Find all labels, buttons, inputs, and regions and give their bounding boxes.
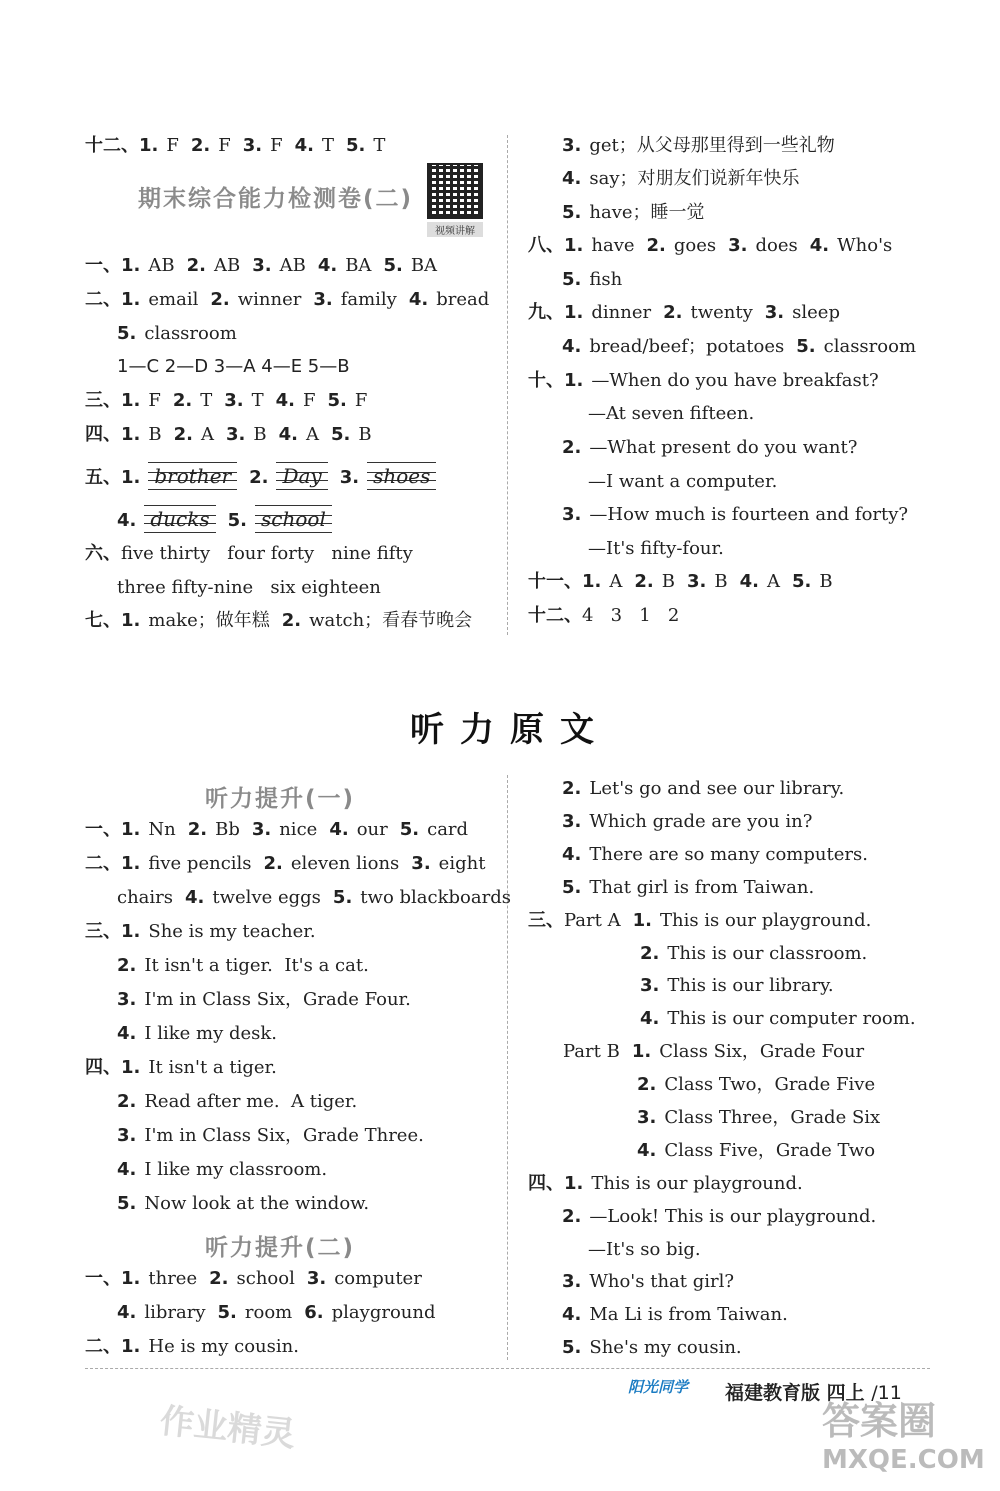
answer-row-10-f: —It's fifty-four.	[588, 538, 724, 559]
answer-row-9-cont: 4. bread/beef；potatoes 5. classroom	[562, 336, 917, 357]
listening2-row-4-2: 2. —Look! This is our playground.	[562, 1206, 877, 1227]
answer-row-10-b: —At seven fifteen.	[588, 403, 755, 424]
answer-row-7-4: 4. say；对朋友们说新年快乐	[562, 168, 800, 189]
watermark-bottom-left: 作业精灵	[157, 1400, 298, 1455]
page-title: 听力原文	[410, 710, 610, 750]
listening-row-1: 一、1. Nn 2. Bb 3. nice 4. our 5. card	[85, 819, 469, 840]
answer-row-5: 五、1. brother 2. Day 3. shoes	[85, 462, 448, 490]
footer-divider	[85, 1368, 930, 1369]
listening2-row-2: 二、1. He is my cousin.	[85, 1336, 299, 1357]
listening-row-3-2: 2. It isn't a tiger. It's a cat.	[117, 955, 369, 976]
listening2-row-2-3: 3. Which grade are you in?	[562, 811, 813, 832]
brand-logo: 阳光同学	[628, 1378, 689, 1396]
column-divider-bottom	[507, 775, 508, 1360]
answer-row-4: 四、1. B 2. A 3. B 4. A 5. B	[85, 424, 372, 445]
listening-row-4: 四、1. It isn't a tiger.	[85, 1057, 277, 1078]
answer-row-8-cont: 5. fish	[562, 269, 623, 290]
answer-row-6: 六、five thirty four forty nine fifty	[85, 543, 413, 564]
listening-row-3-3: 3. I'm in Class Six，Grade Four.	[117, 989, 411, 1010]
section-title: 听力提升(二)	[205, 1235, 356, 1261]
answer-row-7-5: 5. have；睡一觉	[562, 202, 705, 223]
listening-row-3-4: 4. I like my desk.	[117, 1023, 278, 1044]
answer-row-7-3: 3. get；从父母那里得到一些礼物	[562, 135, 835, 156]
answer-row-2-cont: 5. classroom	[117, 323, 237, 344]
listening2-row-3-partB-3: 3. Class Three，Grade Six	[637, 1107, 881, 1128]
listening2-row-3-partA-1: 三、Part A 1. This is our playground.	[528, 910, 872, 931]
listening-row-2-cont: chairs 4. twelve eggs 5. two blackboards	[117, 887, 511, 908]
listening2-row-2-4: 4. There are so many computers.	[562, 844, 868, 865]
answer-row-2-match: 1—C 2—D 3—A 4—E 5—B	[117, 356, 350, 377]
handwritten-word: brother	[148, 462, 237, 490]
answer-row-1: 一、1. AB 2. AB 3. AB 4. BA 5. BA	[85, 255, 438, 276]
listening2-row-3-partB-2: 2. Class Two，Grade Five	[637, 1074, 876, 1095]
listening-row-4-3: 3. I'm in Class Six，Grade Three.	[117, 1125, 424, 1146]
watermark-bottom-right: 答案圈	[822, 1399, 937, 1443]
handwritten-word: ducks	[144, 505, 215, 533]
listening-row-4-4: 4. I like my classroom.	[117, 1159, 328, 1180]
answer-row-6-cont: three fifty-nine six eighteen	[117, 577, 381, 598]
handwritten-word: shoes	[367, 462, 436, 490]
listening2-row-4-2b: —It's so big.	[588, 1239, 701, 1260]
handwritten-word: school	[255, 505, 332, 533]
listening2-row-3-partB-1: Part B 1. Class Six，Grade Four	[563, 1041, 865, 1062]
test-title: 期末综合能力检测卷(二)	[138, 186, 414, 212]
answer-row-3: 三、1. F 2. T 3. T 4. F 5. F	[85, 390, 368, 411]
qr-label: 视频讲解	[427, 222, 483, 237]
listening2-row-1-cont: 4. library 5. room 6. playground	[117, 1302, 436, 1323]
listening2-row-2-5: 5. That girl is from Taiwan.	[562, 877, 815, 898]
answer-row-7: 七、1. make；做年糕 2. watch；看春节晚会	[85, 610, 473, 631]
listening2-row-3-partB-4: 4. Class Five，Grade Two	[637, 1140, 876, 1161]
listening-row-4-5: 5. Now look at the window.	[117, 1193, 370, 1214]
listening2-row-2-2: 2. Let's go and see our library.	[562, 778, 845, 799]
answer-row-2: 二、1. email 2. winner 3. family 4. bread	[85, 289, 490, 310]
answer-row-11: 十一、1. A 2. B 3. B 4. A 5. B	[528, 571, 833, 592]
footer-publisher: 福建教育版 四上 /11	[725, 1382, 902, 1404]
answer-row-8: 八、1. have 2. goes 3. does 4. Who's	[528, 235, 893, 256]
answer-row-10: 十、1. —When do you have breakfast?	[528, 370, 879, 391]
listening2-row-4-4: 4. Ma Li is from Taiwan.	[562, 1304, 788, 1325]
handwritten-word: Day	[276, 462, 327, 490]
listening2-row-4-3: 3. Who's that girl?	[562, 1271, 735, 1292]
listening2-row-3-partA-4: 4. This is our computer room.	[640, 1008, 916, 1029]
watermark-url: MXQE.COM	[822, 1445, 985, 1475]
listening-row-2: 二、1. five pencils 2. eleven lions 3. eight	[85, 853, 486, 874]
listening2-row-4-5: 5. She's my cousin.	[562, 1337, 742, 1358]
answer-row-10-c: 2. —What present do you want?	[562, 437, 858, 458]
answer-row-9: 九、1. dinner 2. twenty 3. sleep	[528, 302, 840, 323]
answer-row-10-e: 3. —How much is fourteen and forty?	[562, 504, 909, 525]
listening-row-4-2: 2. Read after me. A tiger.	[117, 1091, 358, 1112]
answer-row-5-cont: 4. ducks 5. school	[117, 505, 344, 533]
listening2-row-3-partA-3: 3. This is our library.	[640, 975, 834, 996]
answer-row-12: 十二、1. F 2. F 3. F 4. T 5. T	[85, 135, 386, 156]
listening2-row-1: 一、1. three 2. school 3. computer	[85, 1268, 422, 1289]
listening2-row-3-partA-2: 2. This is our classroom.	[640, 943, 868, 964]
listening2-row-4-1: 四、1. This is our playground.	[528, 1173, 803, 1194]
answer-row-12b: 十二、4 3 1 2	[528, 605, 680, 626]
answer-row-10-d: —I want a computer.	[588, 471, 778, 492]
qr-code-icon[interactable]	[427, 163, 483, 219]
section-title: 听力提升(一)	[205, 786, 356, 812]
column-divider-top	[507, 135, 508, 635]
listening-row-3: 三、1. She is my teacher.	[85, 921, 316, 942]
